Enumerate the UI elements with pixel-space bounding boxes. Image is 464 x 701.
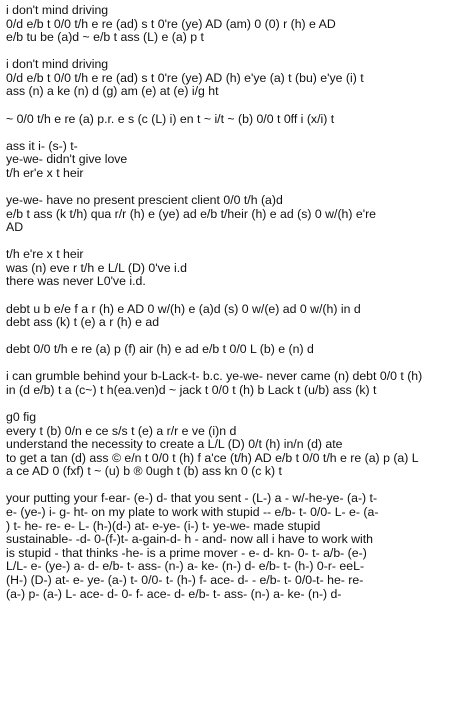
stanza — [6, 411, 459, 479]
text-line: is stupid - that thinks -he- is a prime mover - e- d- kn- 0- t- a/b- (e-) — [6, 546, 367, 560]
text-line: ) t- he- re- e- L- (h-)(d-) at- e-ye- (i-) t- ye-we- made stupid — [6, 519, 321, 533]
text-line: e/b tu be (a)d ~ e/b t ass (L) e (a) p t — [6, 31, 204, 45]
stanza — [6, 370, 459, 397]
text-line: ~ 0/0 t/h e re (a) p.r. e s (c (L) i) en t ~ i/t ~ (b) 0/0 t 0ff i (x/i) t — [6, 112, 335, 126]
text-line: in (d e/b) t a (c~) t h(ea.ven)d ~ jack t 0/0 t (h) b Lack t (u/b) ass (k) t — [6, 383, 377, 397]
stanza — [6, 194, 459, 235]
text-line: your putting your f-ear- (e-) d- that you sent - (L-) a - w/-he-ye- (a-) t- — [6, 492, 378, 506]
stanza-gap — [6, 99, 459, 113]
text-line: (a-) p- (a-) L- ace- d- 0- f- ace- d- e/b- t- ass- (n-) a- ke- (n-) d- — [6, 587, 342, 601]
stanza-gap — [6, 330, 459, 344]
text-line: i can grumble behind your b-Lack-t- b.c. ye-we- never came (n) debt 0/0 t (h) — [6, 370, 423, 384]
text-line: i don't mind driving — [6, 4, 109, 17]
text-line: e/b t ass (k t/h) qua r/r (h) e (ye) ad e/b t/heir (h) e ad (s) 0 w/(h) e're — [6, 207, 377, 221]
text-line: i don't mind driving — [6, 58, 109, 72]
text-line: AD — [6, 221, 24, 235]
stanza — [6, 492, 459, 601]
stanza-gap — [6, 180, 459, 194]
stanza — [6, 113, 459, 127]
text-line: L/L- e- (ye-) a- d- e/b- t- ass- (n-) a- ke- (n-) d- e/b- t- (h-) 0-r- eeL- — [6, 560, 365, 574]
text-line: was (n) eve r t/h e L/L (D) 0've i.d — [6, 261, 187, 275]
text-line: debt u b e/e f a r (h) e AD 0 w/(h) e (a)d (s) 0 w/(e) ad 0 w/(h) in d — [6, 302, 361, 316]
stanza — [6, 58, 459, 99]
stanza — [6, 303, 459, 330]
text-line: ass (n) a ke (n) d (g) am (e) at (e) i/g ht — [6, 85, 219, 99]
text-line: sustainable- -d- 0-(f-)t- a-gain-d- h - and- now all i have to work with — [6, 533, 373, 547]
stanza — [6, 4, 459, 45]
stanza-gap — [6, 357, 459, 371]
text-line: t/h e're x t heir — [6, 248, 84, 262]
text-line: a ce AD 0 (fxf) t ~ (u) b ® 0ugh t (b) ass kn 0 (c k) t — [6, 465, 282, 479]
text-line: there was never L0've i.d. — [6, 275, 146, 289]
text-line: 0/d e/b t 0/0 t/h e re (ad) s t 0're (ye) AD (am) 0 (0) r (h) e AD — [6, 17, 336, 31]
stanza-gap — [6, 126, 459, 140]
text-line: t/h er'e x t heir — [6, 166, 84, 180]
stanza — [6, 248, 459, 289]
stanza-gap — [6, 289, 459, 303]
text-line: e- (ye-) i- g- ht- on my plate to work with stupid -- e/b- t- 0/0- L- e- (a- — [6, 506, 379, 520]
text-line: ass it i- (s-) t- — [6, 139, 78, 153]
text-line: ye-we- didn't give love — [6, 153, 128, 167]
stanza-gap — [6, 397, 459, 411]
text-line: (H-) (D-) at- e- ye- (a-) t- 0/0- t- (h-) f- ace- d- - e/b- t- 0/0-t- he- re- — [6, 574, 364, 587]
stanza-gap — [6, 235, 459, 249]
text-line: debt ass (k) t (e) a r (h) e ad — [6, 316, 160, 330]
stanza-gap — [6, 479, 459, 493]
stanza — [6, 343, 459, 357]
stanza — [6, 140, 459, 181]
text-line: debt 0/0 t/h e re (a) p (f) air (h) e ad e/b t 0/0 L (b) e (n) d — [6, 343, 314, 357]
text-line: g0 fig — [6, 410, 37, 424]
text-line: understand the necessity to create a L/L (D) 0/t (h) in/n (d) ate — [6, 438, 343, 452]
text-line: every t (b) 0/n e ce s/s t (e) a r/r e ve (i)n d — [6, 424, 237, 438]
text-line: to get a tan (d) ass © e/n t 0/0 t (h) f a'ce (t/h) AD e/b t 0/0 t/h e re (a) p (a) L — [6, 451, 419, 465]
stanza-gap — [6, 45, 459, 59]
text-line: ye-we- have no present prescient client 0/0 t/h (a)d — [6, 193, 283, 207]
text-line: 0/d e/b t 0/0 t/h e re (ad) s t 0're (ye) AD (h) e'ye (a) t (bu) e'ye (i) t — [6, 71, 364, 85]
